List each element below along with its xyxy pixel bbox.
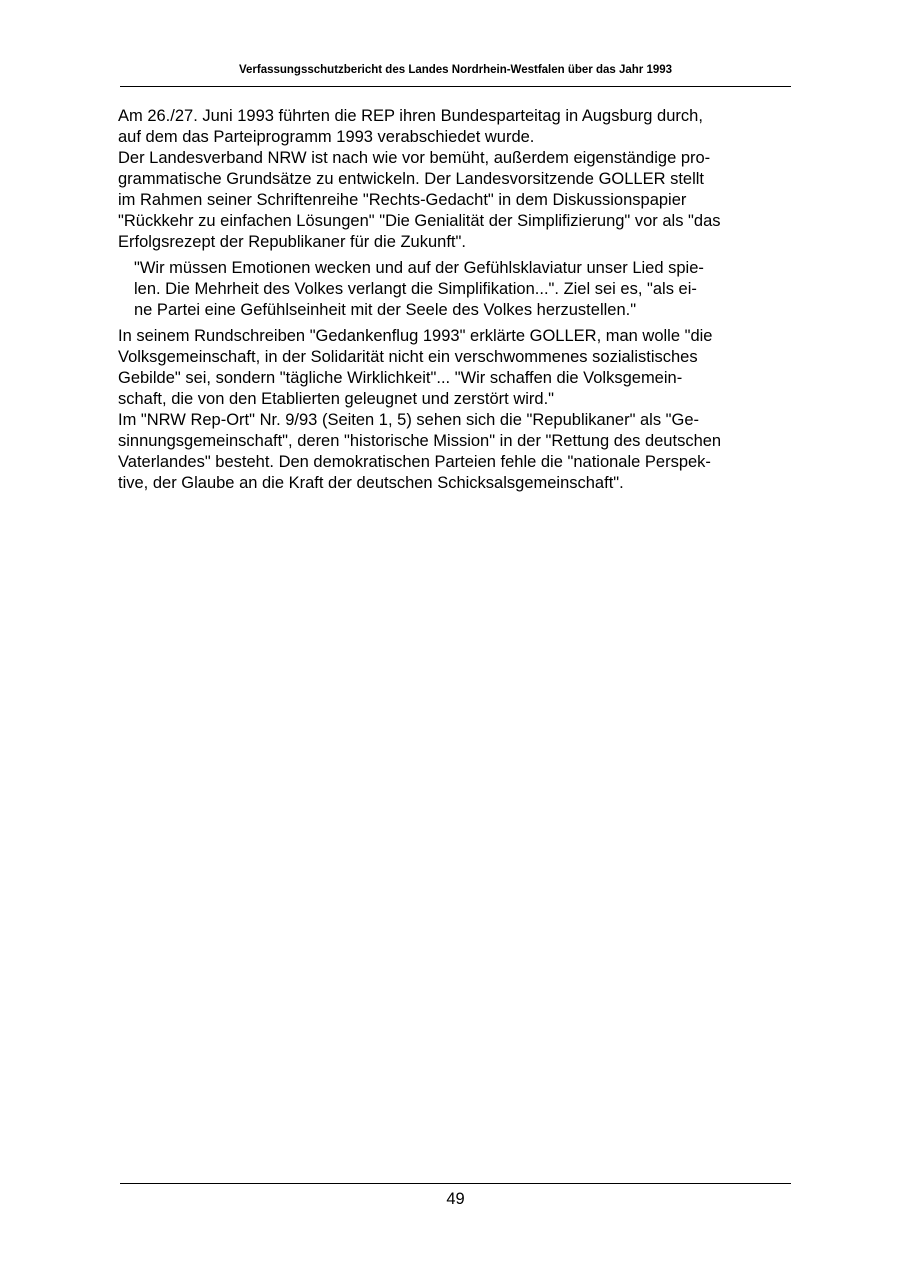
running-header: Verfassungsschutzbericht des Landes Nordrhein-Westfalen über das Jahr 1993 — [238, 64, 673, 76]
page-number: 49 — [446, 1190, 465, 1208]
text-line: grammatische Grundsätze zu entwickeln. Der Landesvorsitzende GOLLER stellt — [118, 170, 705, 188]
quote-line: ne Partei eine Gefühlseinheit mit der Seele des Volkes herzustellen." — [134, 301, 637, 319]
text-line: "Rückkehr zu einfachen Lösungen" "Die Genialität der Simplifizierung" vor als "das — [118, 212, 721, 230]
header-divider — [120, 86, 791, 87]
text-line: Im "NRW Rep-Ort" Nr. 9/93 (Seiten 1, 5) sehen sich die "Republikaner" als "Ge- — [118, 411, 700, 429]
text-line: Gebilde" sei, sondern "tägliche Wirklichkeit"... "Wir schaffen die Volksgemein- — [118, 369, 683, 387]
text-line: im Rahmen seiner Schriftenreihe "Rechts-Gedacht" in dem Diskussionspapier — [118, 191, 687, 209]
page-body — [118, 106, 793, 494]
text-line: Vaterlandes" besteht. Den demokratischen Parteien fehle die "nationale Perspek- — [118, 453, 711, 471]
quote-line: "Wir müssen Emotionen wecken und auf der Gefühlsklaviatur unser Lied spie- — [134, 259, 704, 277]
text-line: sinnungsgemeinschaft", deren "historische Mission" in der "Rettung des deutschen — [118, 432, 722, 450]
text-line: Der Landesverband NRW ist nach wie vor bemüht, außerdem eigenständige pro- — [118, 149, 711, 167]
paragraph-bundesparteitag — [118, 106, 793, 253]
text-line: tive, der Glaube an die Kraft der deutschen Schicksalsgemeinschaft". — [118, 474, 624, 492]
text-line: Am 26./27. Juni 1993 führten die REP ihren Bundesparteitag in Augsburg durch, — [118, 107, 703, 125]
text-line: Volksgemeinschaft, in der Solidarität nicht ein verschwommenes sozialistisches — [118, 348, 698, 366]
text-line: schaft, die von den Etablierten geleugnet und zerstört wird." — [118, 390, 555, 408]
block-quote — [118, 258, 793, 321]
text-line: In seinem Rundschreiben "Gedankenflug 1993" erklärte GOLLER, man wolle "die — [118, 327, 713, 345]
footer-divider — [120, 1183, 791, 1184]
quote-line: len. Die Mehrheit des Volkes verlangt die Simplifikation...". Ziel sei es, "als ei- — [134, 280, 697, 298]
paragraph-rundschreiben — [118, 326, 793, 494]
text-line: Erfolgsrezept der Republikaner für die Zukunft". — [118, 233, 466, 251]
text-line: auf dem das Parteiprogramm 1993 verabschiedet wurde. — [118, 128, 535, 146]
